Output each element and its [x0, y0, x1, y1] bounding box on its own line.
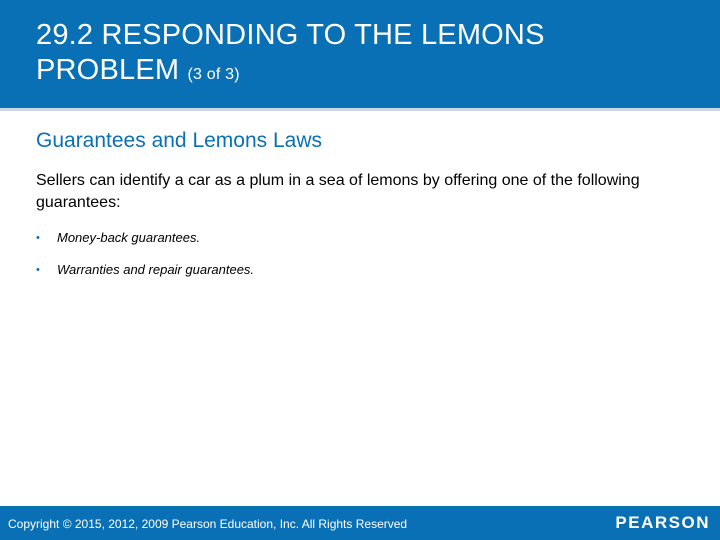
- header-divider: [0, 108, 720, 111]
- bullet-icon: •: [36, 264, 40, 276]
- slide-title: [36, 18, 696, 92]
- title-bar: [0, 0, 720, 108]
- bullet-icon: •: [36, 232, 40, 244]
- bullet-text: Money-back guarantees.: [57, 230, 201, 245]
- slide-subtitle: Guarantees and Lemons Laws: [36, 129, 323, 152]
- slide-title-suffix: (3 of 3): [187, 66, 240, 83]
- bullet-item: [36, 228, 254, 248]
- copyright-text: Copyright © 2015, 2012, 2009 Pearson Education, Inc. All Rights Reserved: [8, 517, 408, 531]
- intro-paragraph: Sellers can identify a car as a plum in a sea of lemons by offering one of the following guarantees:: [36, 172, 640, 211]
- footer-bar: [0, 506, 720, 540]
- slide-title-main: 29.2 RESPONDING TO THE LEMONS PROBLEM: [36, 19, 545, 86]
- pearson-logo: PEARSON: [615, 513, 710, 532]
- bullet-item: [36, 260, 254, 280]
- bullet-text: Warranties and repair guarantees.: [57, 262, 255, 277]
- bullet-list: [36, 228, 254, 292]
